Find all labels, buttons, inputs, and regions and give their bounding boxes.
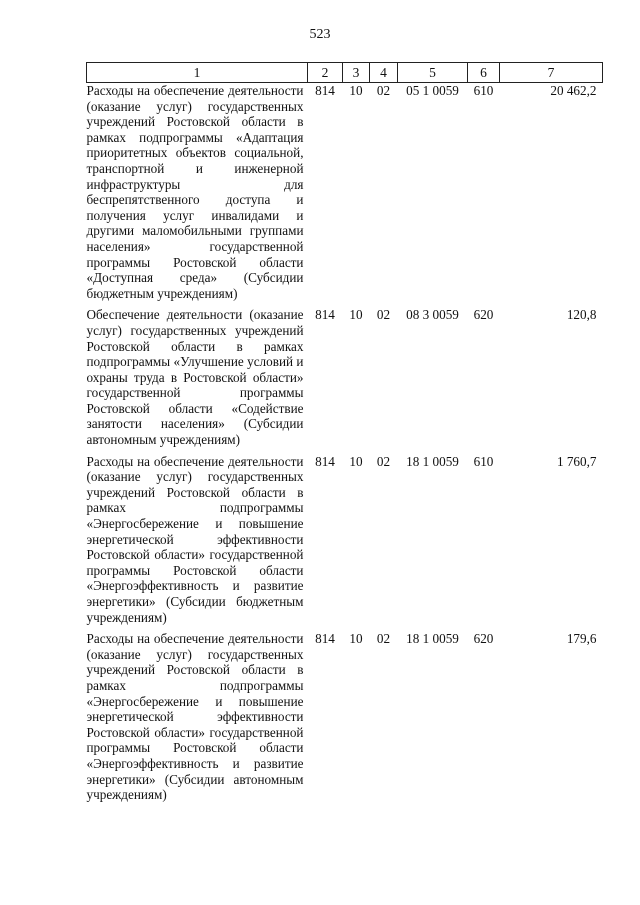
row-col-7: 20 462,2	[550, 83, 597, 98]
row-col-3: 10	[349, 453, 363, 469]
budget-table	[86, 62, 603, 809]
row-col-6: 610	[473, 453, 494, 469]
header-col-1: 1	[87, 63, 308, 83]
header-col-5: 5	[398, 63, 468, 83]
row-col-5: 18 1 0059	[406, 453, 459, 469]
row-col-6: 610	[473, 83, 494, 98]
header-col-3: 3	[343, 63, 370, 83]
header-col-6: 6	[468, 63, 500, 83]
row-col-3: 10	[349, 307, 363, 323]
header-col-2: 2	[308, 63, 343, 83]
row-description: Расходы на обеспечение деятельности (оказание услуг) государственных учреждений Ростовской области в рамках подпрограммы «Энергосбережение и повышение энергетической эффективности Ростовской области» государственной программы Ростовской области «Энергоэффективность и развитие энергетики» (Субсидии бюджетным учреждениям)	[86, 453, 304, 625]
header-col-7: 7	[500, 63, 603, 83]
table-row	[87, 454, 603, 632]
row-col-6: 620	[473, 307, 494, 323]
page-number: 523	[309, 27, 331, 42]
row-col-2: 814	[315, 83, 335, 98]
header-row	[87, 63, 603, 83]
row-description: Обеспечение деятельности (оказание услуг) государственных учреждений Ростовской области в рамках подпрограммы «Улучшение условий и охраны труда в Ростовской области» государственной программы Ростовской области «Содействие занятости населения» (Субсидии автономным учреждениям)	[86, 307, 304, 448]
row-description: Расходы на обеспечение деятельности (оказание услуг) государственных учреждений Ростовской области в рамках подпрограммы «Адаптация приоритетных объектов социальной, транспортной и инженерной инфраструктуры для беспрепятственного доступа и получения услуг инвалидами и другими маломобильными группами населения» государственной программы Ростовской области «Доступная среда» (Субсидии бюджетным учреждениям)	[86, 83, 304, 301]
header-col-4: 4	[370, 63, 398, 83]
table-row	[87, 631, 603, 809]
row-col-7: 179,6	[566, 631, 597, 647]
row-col-2: 814	[315, 631, 335, 647]
row-col-3: 10	[349, 83, 363, 98]
row-col-5: 05 1 0059	[406, 83, 459, 98]
row-col-4: 02	[376, 453, 391, 469]
row-col-7: 1 760,7	[556, 453, 597, 469]
table-row	[87, 83, 603, 308]
row-col-4: 02	[376, 631, 391, 647]
row-description: Расходы на обеспечение деятельности (оказание услуг) государственных учреждений Ростовской области в рамках подпрограммы «Энергосбережение и повышение энергетической эффективности Ростовской области» государственной программы Ростовской области «Энергоэффективность и развитие энергетики» (Субсидии автономным учреждениям)	[86, 631, 304, 803]
row-col-7: 120,8	[566, 307, 597, 323]
row-col-2: 814	[315, 453, 335, 469]
row-col-2: 814	[315, 307, 335, 323]
row-col-3: 10	[349, 631, 363, 647]
row-col-4: 02	[376, 307, 391, 323]
row-col-5: 18 1 0059	[406, 631, 459, 647]
row-col-5: 08 3 0059	[406, 307, 459, 323]
row-col-6: 620	[473, 631, 494, 647]
table-row	[87, 307, 603, 453]
row-col-4: 02	[376, 83, 391, 98]
